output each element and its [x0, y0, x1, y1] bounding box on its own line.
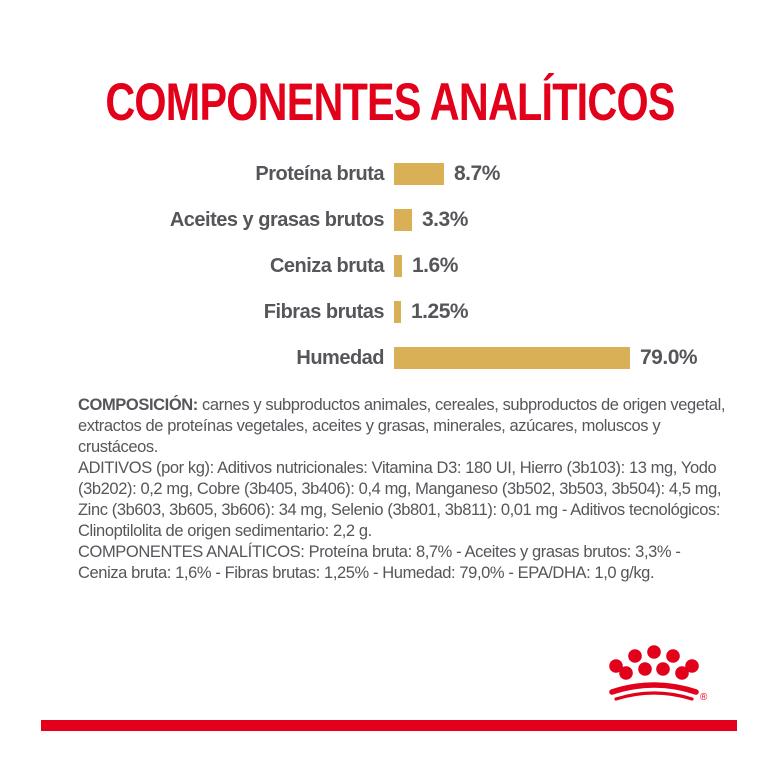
royal-canin-crown-logo	[608, 645, 714, 705]
bar-chart	[0, 163, 780, 393]
crown-gem-dot	[675, 666, 689, 680]
page-title: COMPONENTES ANALÍTICOS	[105, 73, 675, 132]
info-text-block	[78, 395, 730, 584]
crown-gem-dot	[638, 662, 652, 676]
bar-category-label: Proteína bruta	[255, 162, 384, 185]
crown-gem-dot	[619, 666, 633, 680]
composition-label: COMPOSICIÓN:	[78, 396, 198, 414]
additives-paragraph: ADITIVOS (por kg): Aditivos nutricionales: Vitamina D3: 180 UI, Hierro (3b103): 13 mg, Yodo (3b202): 0,2 mg, Cobre (3b405, 3b406): 0,4 mg, Manganeso (3b502, 3b503, 3b504): 4,5 mg, Zinc (3b603, 3b605, 3b606): 34 mg, Selenio (3b801, 3b811): 0,01 mg - Aditivos tecnológicos: Clinoptilolita de origen sedimentario: 2,2 g.	[78, 459, 722, 540]
crown-band-arc-lower	[616, 693, 692, 699]
chart-row	[0, 301, 780, 323]
chart-row	[0, 347, 780, 369]
bar-value-label: 3.3%	[422, 208, 468, 231]
bar	[394, 255, 402, 277]
bar	[394, 347, 630, 369]
bar-value-label: 1.25%	[411, 300, 469, 323]
bar-value-label: 8.7%	[454, 162, 500, 185]
bar-value-label: 79.0%	[640, 346, 698, 369]
crown-gem-dot	[656, 662, 670, 676]
bar-category-label: Aceites y grasas brutos	[169, 208, 384, 231]
bar	[394, 209, 412, 231]
crown-gem-dot	[628, 649, 642, 663]
composition-text: carnes y subproductos animales, cereales, subproductos de origen vegetal, extractos de proteínas vegetales, aceites y grasas, minerales, azúcares, moluscos y crustáceos.	[78, 396, 726, 456]
registered-trademark-symbol: ®	[700, 692, 708, 703]
bar-value-label: 1.6%	[412, 254, 458, 277]
bottom-red-divider-bar	[41, 720, 737, 731]
chart-row	[0, 255, 780, 277]
analytical-components-paragraph: COMPONENTES ANALÍTICOS: Proteína bruta: 8,7% - Aceites y grasas brutos: 3,3% - Ceniza bruta: 1,6% - Fibras brutas: 1,25% - Humedad: 79,0% - EPA/DHA: 1,0 g/kg.	[78, 543, 681, 582]
composition-paragraph	[78, 395, 730, 458]
bar-category-label: Humedad	[296, 346, 384, 369]
crown-band-arc-upper	[612, 685, 696, 692]
chart-row	[0, 209, 780, 231]
bar-category-label: Ceniza bruta	[269, 254, 384, 277]
crown-gem-dot	[666, 649, 680, 663]
bar	[394, 163, 444, 185]
bar	[394, 301, 401, 323]
crown-gem-dot	[647, 645, 661, 659]
bar-category-label: Fibras brutas	[263, 300, 384, 323]
crown-gems	[609, 645, 699, 680]
chart-row	[0, 163, 780, 185]
